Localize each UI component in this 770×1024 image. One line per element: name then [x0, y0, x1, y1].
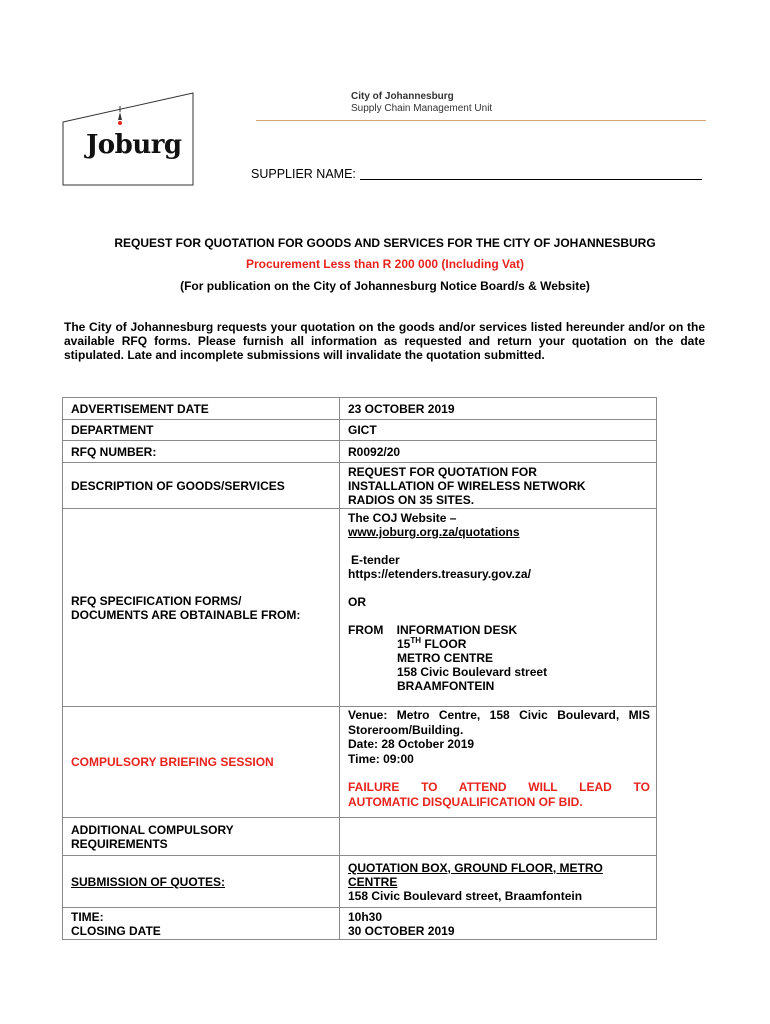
etender-link[interactable]: https://etenders.treasury.gov.za/ [348, 567, 531, 581]
coj-website-label: The COJ Website – [348, 511, 457, 525]
description-value: REQUEST FOR QUOTATION FOR INSTALLATION OF WIRELESS NETWORK RADIOS ON 35 SITES. [340, 463, 657, 509]
table-row [63, 398, 657, 420]
briefing-value: Venue: Metro Centre, 158 Civic Boulevard, MIS Storeroom/Building. Date: 28 October 2019 Time: 09:00 FAILURE TO ATTEND WILL LEAD TO AUTOMATIC DISQUALIFICATION OF BID. [340, 707, 657, 818]
organisation-block [351, 91, 492, 115]
org-name: City of Johannesburg [351, 91, 454, 102]
submission-label: SUBMISSION OF QUOTES: [63, 856, 340, 908]
table-row [63, 707, 657, 818]
suburb-line: BRAAMFONTEIN [397, 679, 495, 693]
procurement-threshold: Procurement Less than R 200 000 (Including Vat) [245, 257, 525, 271]
header-divider [256, 120, 706, 121]
description-label: DESCRIPTION OF GOODS/SERVICES [63, 463, 340, 509]
floor-line: 15TH FLOOR [397, 636, 467, 651]
rfq-number-label: RFQ NUMBER: [63, 441, 340, 463]
document-title: REQUEST FOR QUOTATION FOR GOODS AND SERVICES FOR THE CITY OF JOHANNESBURG [114, 236, 656, 250]
street-line: 158 Civic Boulevard street [397, 665, 548, 679]
org-unit: Supply Chain Management Unit [351, 103, 493, 114]
briefing-warning: FAILURE TO ATTEND WILL LEAD TO [348, 780, 650, 794]
submission-value: QUOTATION BOX, GROUND FLOOR, METRO CENTRE 158 Civic Boulevard street, Braamfontein [340, 856, 657, 908]
intro-paragraph: The City of Johannesburg requests your quotation on the goods and/or services listed hereunder and/or on the available RFQ forms. Please furnish all information as requested and return your quotation on the date stipulated. Late and incomplete submissions will invalidate the quotation submitted. [64, 320, 705, 362]
closing-label: TIME: CLOSING DATE [63, 908, 340, 940]
spec-forms-label: RFQ SPECIFICATION FORMS/ DOCUMENTS ARE OBTAINABLE FROM: [63, 509, 340, 707]
joburg-logo: Joburg [86, 130, 182, 160]
table-row [63, 818, 657, 856]
advert-date-value: 23 OCTOBER 2019 [340, 398, 657, 420]
rfq-number-value: R0092/20 [340, 441, 657, 463]
table-row [63, 441, 657, 463]
building-line: METRO CENTRE [397, 651, 493, 665]
rfq-details-table [62, 397, 657, 940]
closing-value: 10h30 30 OCTOBER 2019 [340, 908, 657, 940]
coj-website-link[interactable]: www.joburg.org.za/quotations [348, 525, 520, 539]
table-row [63, 908, 657, 940]
table-row [63, 463, 657, 509]
publication-note: (For publication on the City of Johannesburg Notice Board/s & Website) [180, 279, 590, 293]
spec-forms-value [340, 509, 657, 707]
department-value: GICT [340, 420, 657, 441]
additional-requirements-label: ADDITIONAL COMPULSORY REQUIREMENTS [63, 818, 340, 856]
briefing-venue: Venue: Metro Centre, 158 Civic Boulevard, MIS [348, 708, 650, 722]
advert-date-label: ADVERTISEMENT DATE [63, 398, 340, 420]
etender-label: E-tender [351, 553, 400, 567]
info-desk-line: FROM INFORMATION DESK [348, 623, 518, 637]
supplier-name-label: SUPPLIER NAME: [251, 167, 356, 181]
table-row [63, 509, 657, 707]
briefing-label: COMPULSORY BRIEFING SESSION [63, 707, 340, 818]
briefing-time: Time: 09:00 [348, 751, 414, 766]
department-label: DEPARTMENT [63, 420, 340, 441]
or-text: OR [348, 595, 366, 609]
table-row [63, 420, 657, 441]
briefing-date: Date: 28 October 2019 [348, 737, 475, 751]
additional-requirements-value [340, 818, 657, 856]
supplier-name-field[interactable] [360, 179, 702, 180]
table-row [63, 856, 657, 908]
